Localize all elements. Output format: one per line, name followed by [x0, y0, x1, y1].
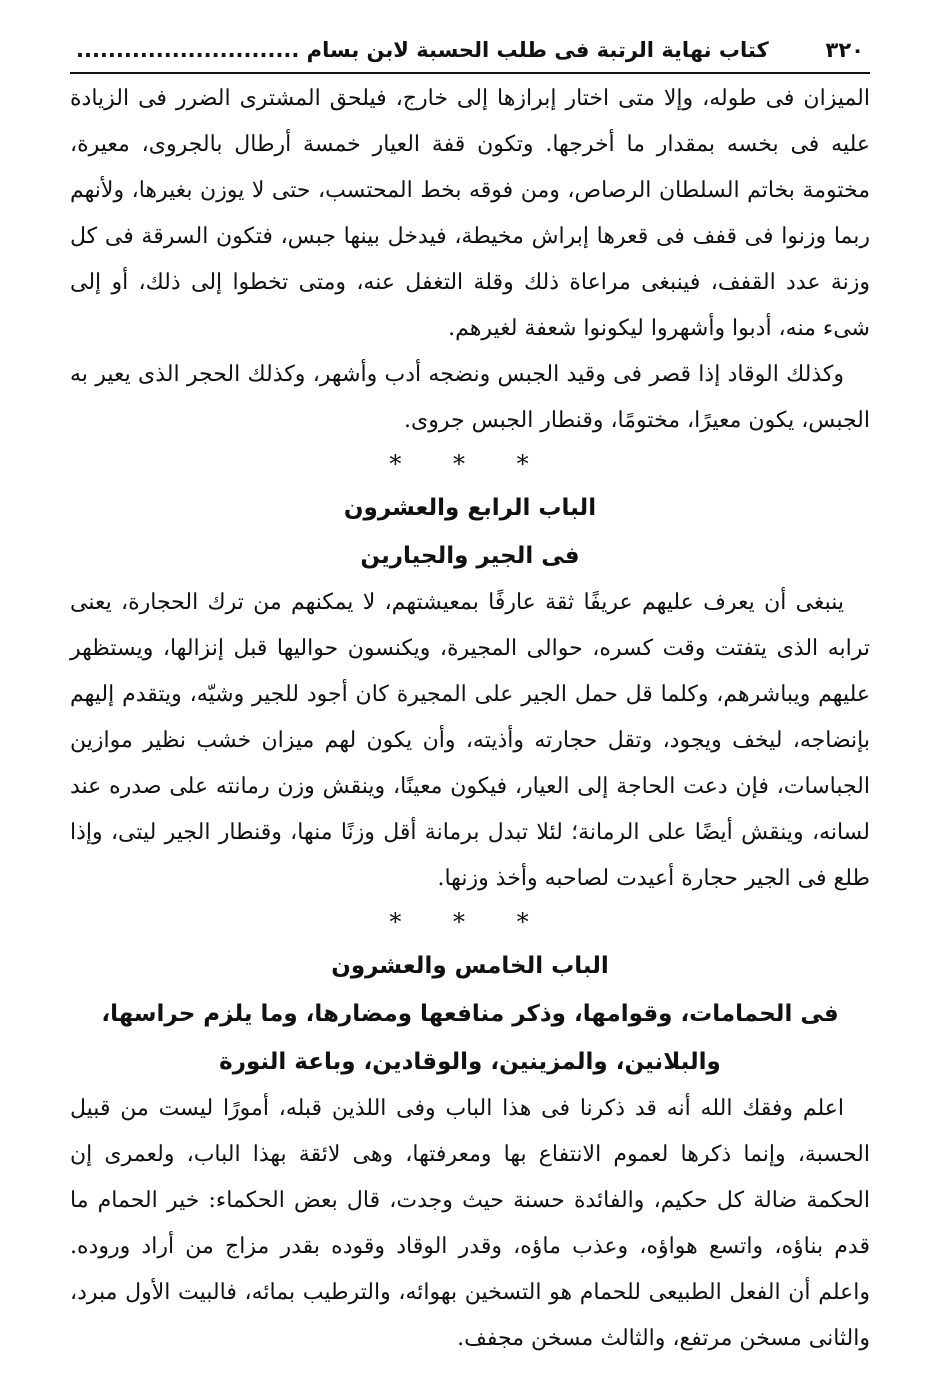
chapter-25-title: الباب الخامس والعشرون	[331, 953, 609, 979]
running-title: كتاب نهاية الرتبة فى طلب الحسبة لابن بسام ............................	[76, 38, 769, 62]
book-page	[70, 38, 870, 1362]
chapter-25-body: اعلم وفقك الله أنه قد ذكرنا فى هذا الباب وفى اللذين قبله، أمورًا ليست من قبيل الحسبة، وإنما ذكرها لعموم الانتفاع بها ومعرفتها، وهى لائقة بهذا الباب، ولعمرى إن الحكمة ضالة كل حكيم، والفائدة حسنة حيث وجدت، قال بعض الحكماء: خير الحمام ما قدم بناؤه، واتسع هواؤه، وعذب ماؤه، وقدر الوقاد وقوده بقدر مزاج من أراد وروده. واعلم أن الفعل الطبيعى للحمام هو التسخين بهوائه، والترطيب بمائه، فالبيت الأول مبرد، والثانى مسخن مرتفع، والثالث مسخن مجفف.	[70, 1096, 870, 1351]
chapter-24-title: الباب الرابع والعشرون	[343, 495, 597, 521]
chapter-25-subtitle-line-2: والبلانين، والمزينين، والوقادين، وباعة النورة	[219, 1049, 721, 1075]
section-separator: * * *	[389, 908, 551, 936]
chapter-24-subtitle: فى الجير والجيارين	[360, 543, 580, 569]
paragraph-continued: الميزان فى طوله، وإلا متى اختار إبرازها إلى خارج، فيلحق المشترى الضرر فى الزيادة عليه فى بخسه بمقدار ما أخرجها. وتكون قفة العيار خمسة أرطال بالجروى، معيرة، مختومة بخاتم السلطان الرصاص، ومن فوقه بخط المحتسب، حتى لا يوزن بغيرها، ولأنهم ربما وزنوا فى قفف فى قعرها إبراش مخيطة، فيدخل بينها جبس، فتكون السرقة فى كل وزنة عدد القفف، فينبغى مراعاة ذلك وقلة التغفل عنه، ومتى تخطوا إلى ذلك، أو إلى شىء منه، أدبوا وأشهروا ليكونوا شعفة لغيرهم.	[70, 86, 870, 341]
running-header	[70, 38, 870, 74]
chapter-25-subtitle-line-1: فى الحمامات، وقوامها، وذكر منافعها ومضارها، وما يلزم حراسها،	[101, 1001, 839, 1027]
section-separator: * * *	[389, 450, 551, 478]
paragraph-plaster-kiln: وكذلك الوقاد إذا قصر فى وقيد الجبس ونضجه أدب وأشهر، وكذلك الحجر الذى يعير به الجبس، يكون معيرًا، مختومًا، وقنطار الجبس جروى.	[70, 362, 870, 433]
chapter-24-body: ينبغى أن يعرف عليهم عريفًا ثقة عارفًا بمعيشتهم، لا يمكنهم من ترك الحجارة، يعنى ترابه الذى يتفتت وقت كسره، حوالى المجيرة، ويكنسون حواليها قبل إنزالها، ويستظهر عليهم ويباشرهم، وكلما قل حمل الجير على المجيرة كان أجود للجير وشيّه، ويتقدم إليهم بإنضاجه، ليخف ويجود، وتقل حجارته وأذيته، وأن يكون لهم ميزان خشب نظير موازين الجباسات، فإن دعت الحاجة إلى العيار، فيكون معينًا، وينقش وزن رمانته على صدره عند لسانه، وينقش أيضًا على الرمانة؛ لئلا تبدل برمانة أقل وزنًا منها، وقنطار الجير ليتى، وإذا طلع فى الجير حجارة أعيدت لصاحبه وأخذ وزنها.	[70, 590, 870, 891]
page-number: ٣٢٠	[825, 38, 864, 62]
